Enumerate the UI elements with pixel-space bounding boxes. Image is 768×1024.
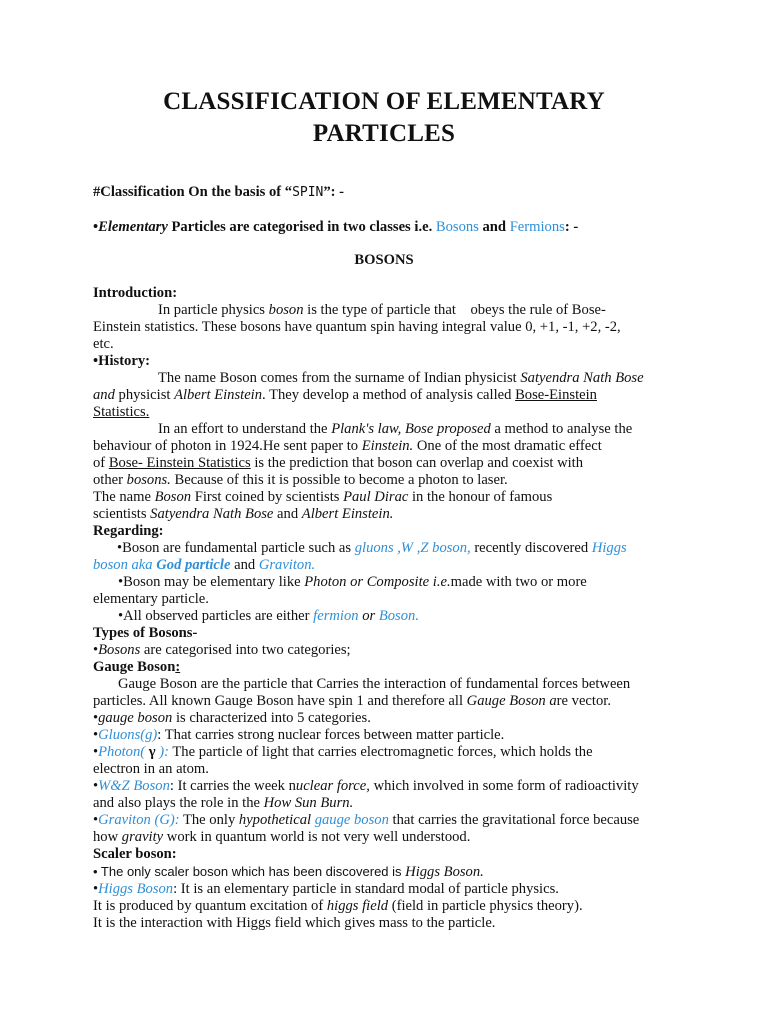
regarding-heading: Regarding: [93, 523, 164, 539]
intro-para: In particle physics boson is the type of particle that obeys the rule of Bose- [158, 302, 606, 318]
history-para-2: In an effort to understand the Plank's law, Bose proposed a method to analyse the [158, 421, 633, 437]
scaler-line-1: • The only scaler boson which has been discovered is Higgs Boson. [93, 864, 484, 880]
scaler-heading: Scaler boson: [93, 846, 177, 862]
types-heading: Types of Bosons- [93, 625, 198, 641]
gluons-item: •Gluons(g): That carries strong nuclear forces between matter particle. [93, 727, 505, 743]
intro-heading: Introduction: [93, 285, 178, 301]
history-para-3: The name Boson First coined by scientists Paul Dirac in the honour of famous [93, 489, 553, 505]
higgs-item: •Higgs Boson: It is an elementary particle in standard modal of particle physics. [93, 881, 559, 897]
regarding-bullet-2: •Boson may be elementary like Photon or Composite i.e.made with two or more [118, 574, 587, 590]
title-line-1: CLASSIFICATION OF ELEMENTARY [163, 88, 605, 115]
classes-line: •Elementary Particles are categorised in two classes i.e. Bosons and Fermions: - [93, 219, 579, 235]
photon-item: •Photon( γ ): The particle of light that carries electromagnetic forces, which holds the [93, 744, 593, 760]
graviton-item: •Graviton (G): The only hypothetical gauge boson that carries the gravitational force because [93, 812, 640, 828]
history-para-1: The name Boson comes from the surname of Indian physicist Satyendra Nath Bose [158, 370, 644, 386]
history-heading: •History: [93, 353, 150, 369]
spin-heading: #Classification On the basis of “SPIN”: - [93, 184, 345, 200]
gauge-heading: Gauge Boson: [93, 659, 181, 675]
bosons-heading: BOSONS [354, 252, 414, 268]
body-text: Introduction: In particle physics boson is the type of particle that obeys the rule of Bose- Einstein statistics. These bosons have quantum spin having integral value 0, +1, -1, +2, -2, etc. •History: The name Boson comes from the surname of Indian physicist Satyendra Nath Bose and physicist Albert Einstein. They develop a method of analysis called Bose-Einstein Statistics. In an effort to understand the Plank's law, Bose proposed a method to analyse the behaviour of photon in 1924.He sent paper to Einstein. One of the most dramatic effect of Bose- Einstein Statistics is the prediction that boson can overlap and coexist with other bosons. Because of this it is possible to become a photon to laser. The name Boson First coined by scientists Paul Dirac in the honour of famous scientists Satyendra Nath Bose and Albert Einstein. Regarding: •Boson are fundamental particle such as gluons ,W ,Z boson, recently discovered Higgs boson aka God particle and Graviton. •Boson may be elementary like Photon or Composite i.e.made with two or more elementary particle. •All observed particles are either fermion or Boson. Types of Bosons- •Bosons are categorised into two categories; Gauge Boson: Gauge Boson are the particle that Carries the interaction of fundamental forces between particles. All known Gauge Boson have spin 1 and therefore all Gauge Boson are vector. •gauge boson is characterized into 5 categories. •Gluons(g): That carries strong nuclear forces between matter particle. •Photon( γ ): The particle of light that carries electromagnetic forces, which holds the electron in an atom. •W&Z Boson: It carries the week nuclear force, which involved in some form of radioactivity and also plays the role in the How Sun Burn. •Graviton (G): The only hypothetical gauge boson that carries the gravitational force because how gravity work in quantum world is not very well understood. Scaler boson: • The only scaler boson which has been discovered is Higgs Boson. •Higgs Boson: It is an elementary particle in standard modal of particle physics. It is produced by quantum excitation of higgs field (field in particle physics theory). It is the interaction with Higgs field which gives mass to the particle. [93, 285, 683, 932]
gauge-categories: •gauge boson is characterized into 5 categories. [93, 710, 371, 726]
title-line-2: PARTICLES [312, 120, 456, 147]
regarding-bullet-3: •All observed particles are either fermion or Boson. [118, 608, 419, 624]
page-title [0, 86, 768, 150]
regarding-bullet-1: •Boson are fundamental particle such as gluons ,W ,Z boson, recently discovered Higgs [117, 540, 627, 556]
types-line: •Bosons are categorised into two categories; [93, 642, 351, 658]
wz-item: •W&Z Boson: It carries the week nuclear force, which involved in some form of radioactivity [93, 778, 639, 794]
